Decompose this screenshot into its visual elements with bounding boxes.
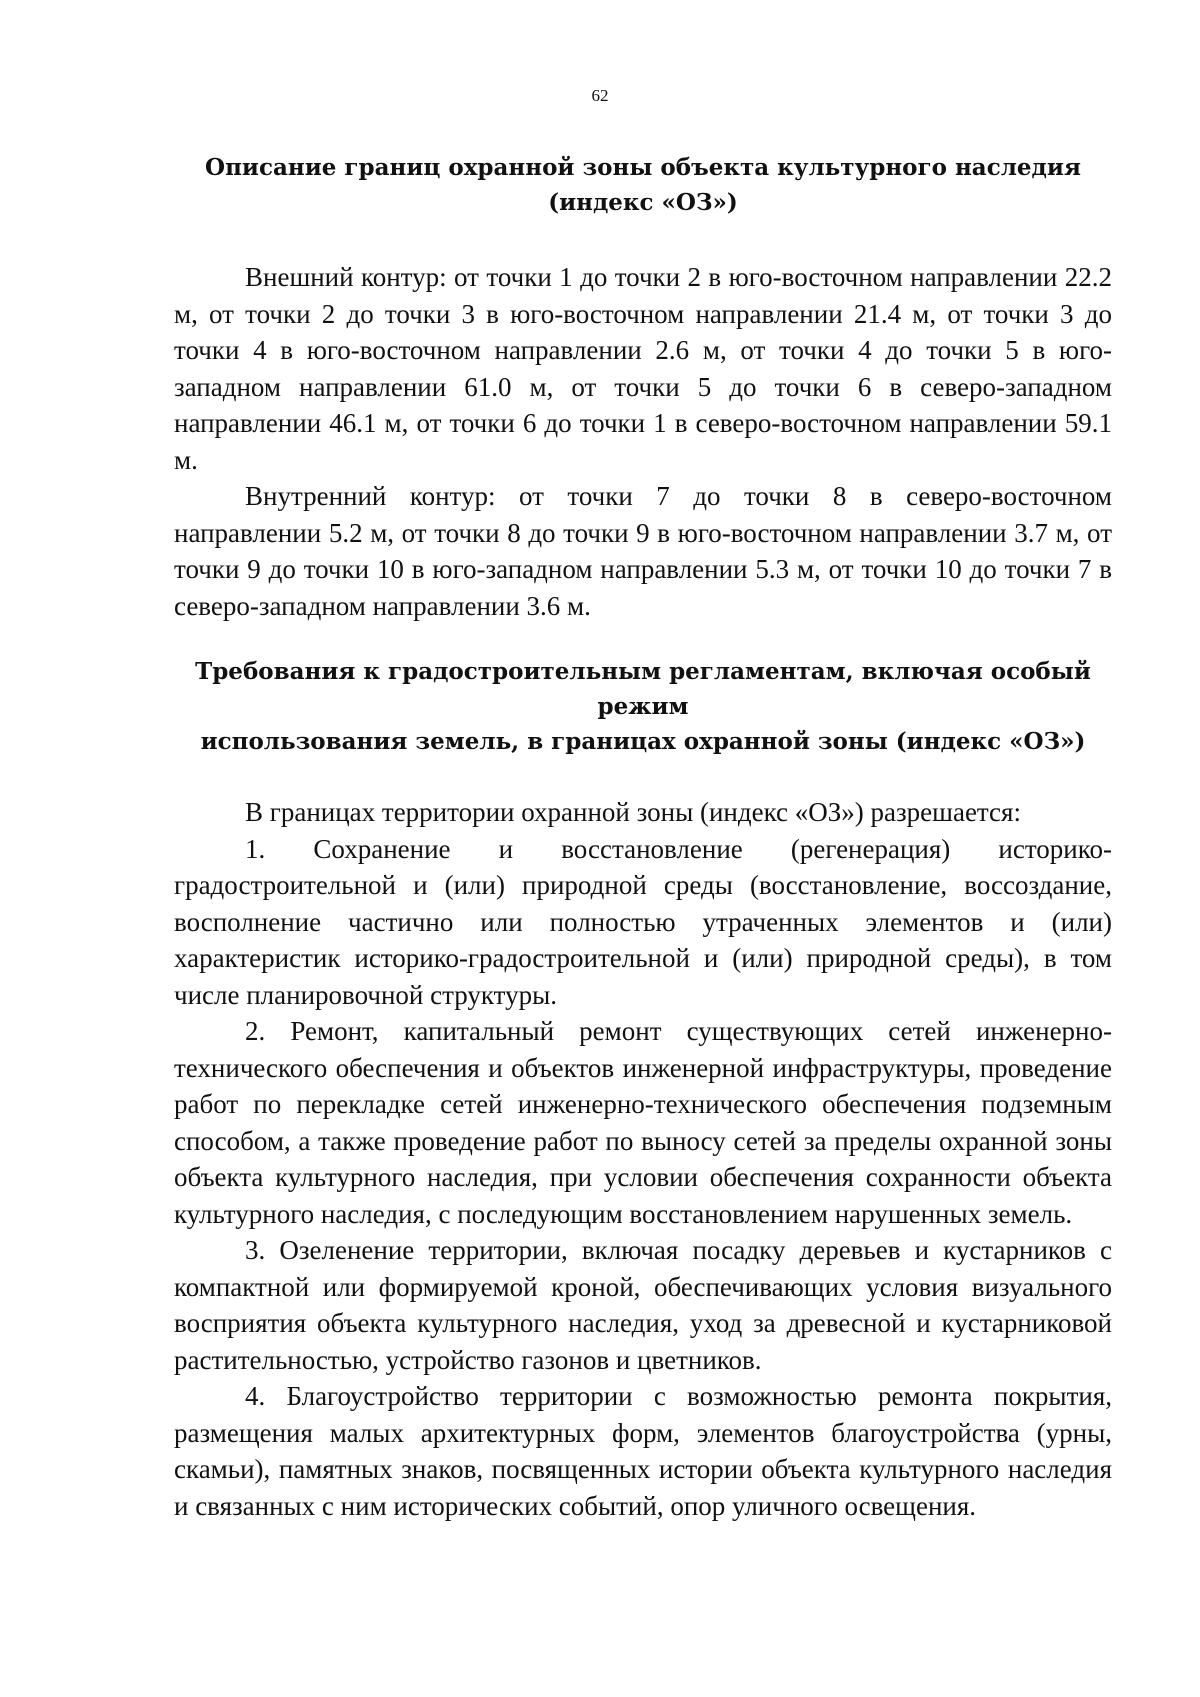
list-item: 2. Ремонт, капитальный ремонт существующих сетей инженерно-технического обеспечения и объектов инженерной инфраструктуры, проведение работ по перекладке сетей инженерно-технического обеспечения подземным способом, а также проведение работ по выносу сетей за пределы охранной зоны объекта культурного наследия, при условии обеспечения сохранности объекта культурного наследия, с последующим восстановлением нарушенных земель.: [174, 1016, 1112, 1229]
heading-line: (индекс «ОЗ»): [548, 189, 738, 216]
heading-line: Описание границ охранной зоны объекта культурного наследия: [205, 154, 1081, 181]
paragraph-inner-contour: Внутренний контур: от точки 7 до точки 8 в северо-восточном направлении 5.2 м, от точки 8 до точки 9 в юго-восточном направлении 3.7 м, от точки 9 до точки 10 в юго-западном направлении 5.3 м, от точки 10 до точки 7 в северо-западном направлении 3.6 м.: [174, 481, 1112, 621]
section-heading-boundaries: [174, 150, 1112, 220]
page-number: 62: [591, 86, 609, 105]
heading-line: использования земель, в границах охранной зоны (индекс «ОЗ»): [200, 728, 1086, 755]
list-item: 1. Сохранение и восстановление (регенерация) историко-градостроительной и (или) природной среды (восстановление, воссоздание, восполнение частично или полностью утраченных элементов и (или) характеристик историко-градостроительной и (или) природной среды), в том числе планировочной структуры.: [174, 833, 1112, 1010]
paragraph-intro: В границах территории охранной зоны (индекс «ОЗ») разрешается:: [245, 797, 1021, 827]
section-heading-requirements: [174, 654, 1112, 759]
heading-line: Требования к градостроительным регламентам, включая особый режим: [195, 658, 1091, 720]
paragraph-outer-contour: Внешний контур: от точки 1 до точки 2 в юго-восточном направлении 22.2 м, от точки 2 до точки 3 в юго-восточном направлении 21.4 м, от точки 3 до точки 4 в юго-восточном направлении 2.6 м, от точки 4 до точки 5 в юго-западном направлении 61.0 м, от точки 5 до точки 6 в северо-западном направлении 46.1 м, от точки 6 до точки 1 в северо-восточном направлении 59.1 м.: [174, 262, 1112, 475]
list-item: 4. Благоустройство территории с возможностью ремонта покрытия, размещения малых архитектурных форм, элементов благоустройства (урны, скамьи), памятных знаков, посвященных истории объекта культурного наследия и связанных с ним исторических событий, опор уличного освещения.: [174, 1381, 1112, 1521]
list-item: 3. Озеленение территории, включая посадку деревьев и кустарников с компактной или формируемой кроной, обеспечивающих условия визуального восприятия объекта культурного наследия, уход за древесной и кустарниковой растительностью, устройство газонов и цветников.: [174, 1235, 1112, 1375]
page-content: [174, 150, 1112, 1524]
